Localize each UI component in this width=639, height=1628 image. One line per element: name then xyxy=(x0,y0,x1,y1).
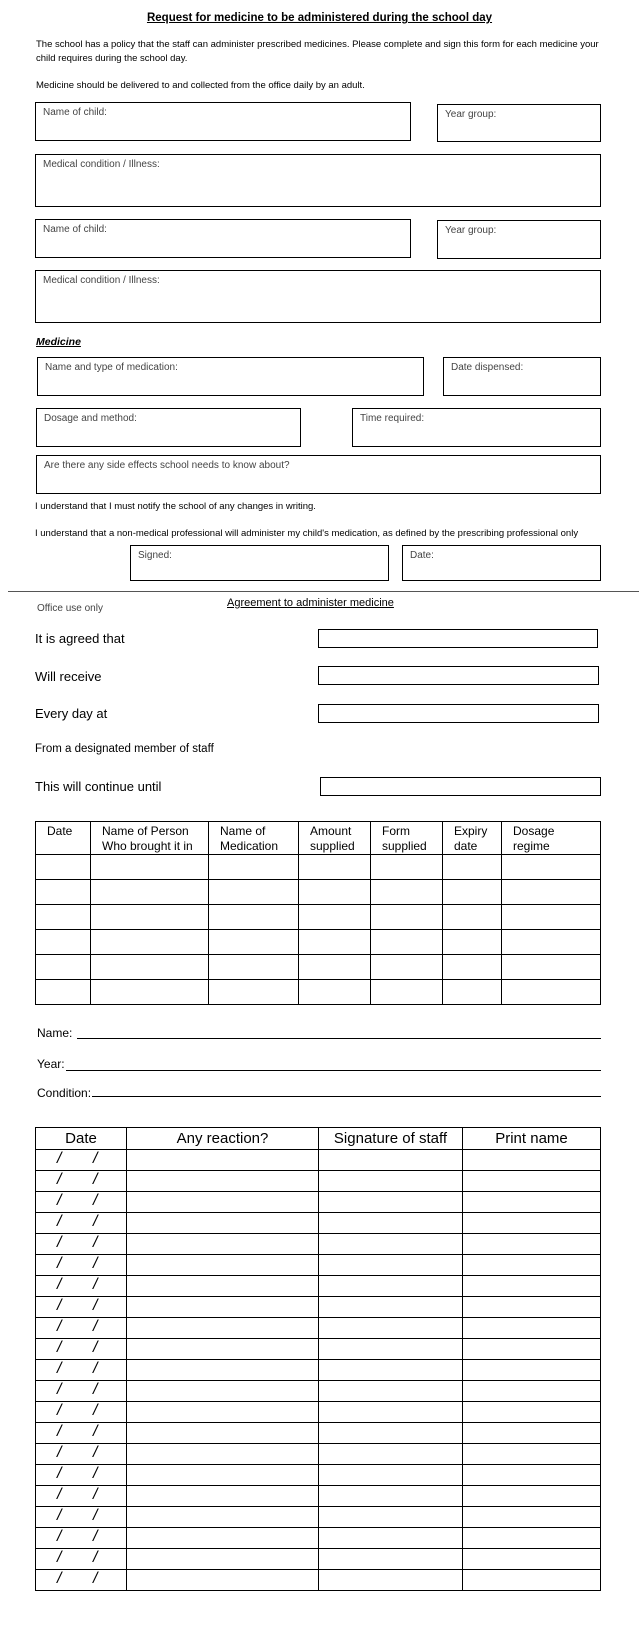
date-slash: / xyxy=(93,1234,98,1251)
log-cell[interactable] xyxy=(319,1234,463,1255)
supply-table xyxy=(35,821,601,1005)
dosage-label: Dosage and method: xyxy=(44,413,137,424)
table-cell[interactable] xyxy=(371,880,443,905)
log-date-cell[interactable] xyxy=(36,1360,127,1381)
log-row xyxy=(36,1339,601,1360)
nonmedical-text: I understand that a non-medical professional will administer my child's medication, as defined by the prescribing professional only xyxy=(35,528,579,539)
log-cell[interactable] xyxy=(127,1171,319,1192)
log-row xyxy=(36,1486,601,1507)
year-group-field-1[interactable] xyxy=(437,104,601,142)
log-row xyxy=(36,1465,601,1486)
child-name-label: Name of child: xyxy=(43,107,107,118)
log-date-cell[interactable] xyxy=(36,1150,127,1171)
log-row xyxy=(36,1297,601,1318)
table-cell[interactable] xyxy=(209,880,299,905)
table-cell[interactable] xyxy=(91,980,209,1005)
table-cell[interactable] xyxy=(36,880,91,905)
date-slash: / xyxy=(93,1150,98,1167)
date-slash: / xyxy=(93,1213,98,1230)
log-cell[interactable] xyxy=(127,1507,319,1528)
date-slash: / xyxy=(93,1549,98,1566)
date-slash: / xyxy=(93,1570,98,1587)
log-date-cell[interactable] xyxy=(36,1213,127,1234)
log-row xyxy=(36,1444,601,1465)
log-row xyxy=(36,1549,601,1570)
table-cell[interactable] xyxy=(299,880,371,905)
table-cell[interactable] xyxy=(91,930,209,955)
date-slash: / xyxy=(93,1255,98,1272)
date-slash: / xyxy=(93,1381,98,1398)
side-effects-label: Are there any side effects school needs to know about? xyxy=(44,460,290,471)
table-row xyxy=(36,980,601,1005)
office-use-label: Office use only xyxy=(37,603,103,614)
date-slash: / xyxy=(93,1171,98,1188)
log-date-cell[interactable] xyxy=(36,1549,127,1570)
log-cell[interactable] xyxy=(319,1570,463,1591)
log-cell[interactable] xyxy=(127,1213,319,1234)
table-cell[interactable] xyxy=(299,930,371,955)
log-date-cell[interactable] xyxy=(36,1486,127,1507)
time-required-label: Time required: xyxy=(360,413,425,424)
log-cell[interactable] xyxy=(463,1402,601,1423)
log-cell[interactable] xyxy=(127,1192,319,1213)
log-cell[interactable] xyxy=(463,1213,601,1234)
table-cell[interactable] xyxy=(91,905,209,930)
date-label: Date: xyxy=(410,550,434,561)
condition-field-1[interactable] xyxy=(35,154,601,207)
date-slash: / xyxy=(57,1150,62,1167)
date-slash: / xyxy=(57,1465,62,1482)
date-slash: / xyxy=(93,1507,98,1524)
log-date-cell[interactable] xyxy=(36,1444,127,1465)
log-date-cell[interactable] xyxy=(36,1276,127,1297)
col-log-date: Date xyxy=(36,1128,127,1150)
table-cell[interactable] xyxy=(36,905,91,930)
log-date-cell[interactable] xyxy=(36,1423,127,1444)
medicine-heading: Medicine xyxy=(36,336,81,348)
form-title: Request for medicine to be administered during the school day xyxy=(146,12,493,24)
log-cell[interactable] xyxy=(127,1444,319,1465)
col-expiry: Expiry date xyxy=(443,822,502,855)
table-cell[interactable] xyxy=(36,980,91,1005)
col-form: Form supplied xyxy=(371,822,443,855)
table-row xyxy=(36,855,601,880)
date-slash: / xyxy=(57,1423,62,1440)
date-slash: / xyxy=(93,1528,98,1545)
log-cell[interactable] xyxy=(319,1150,463,1171)
log-row xyxy=(36,1423,601,1444)
log-row xyxy=(36,1381,601,1402)
log-cell[interactable] xyxy=(319,1360,463,1381)
log-cell[interactable] xyxy=(127,1423,319,1444)
log-row xyxy=(36,1150,601,1171)
log-date-cell[interactable] xyxy=(36,1402,127,1423)
table-cell[interactable] xyxy=(36,955,91,980)
section-divider xyxy=(8,591,639,592)
log-row xyxy=(36,1360,601,1381)
col-reaction: Any reaction? xyxy=(127,1128,319,1150)
signed-field[interactable] xyxy=(130,545,389,581)
table-cell[interactable] xyxy=(36,855,91,880)
record-year-line[interactable] xyxy=(66,1057,601,1071)
log-cell[interactable] xyxy=(127,1528,319,1549)
record-year-label: Year: xyxy=(37,1057,65,1071)
date-slash: / xyxy=(57,1171,62,1188)
supply-table-header xyxy=(36,822,601,855)
col-amount: Amount supplied xyxy=(299,822,371,855)
log-cell[interactable] xyxy=(319,1276,463,1297)
log-row xyxy=(36,1171,601,1192)
log-date-cell[interactable] xyxy=(36,1570,127,1591)
date-slash: / xyxy=(57,1381,62,1398)
date-slash: / xyxy=(93,1339,98,1356)
log-row xyxy=(36,1234,601,1255)
log-cell[interactable] xyxy=(319,1297,463,1318)
log-cell[interactable] xyxy=(463,1276,601,1297)
log-cell[interactable] xyxy=(463,1360,601,1381)
condition-label: Medical condition / Illness: xyxy=(43,275,160,286)
log-row xyxy=(36,1213,601,1234)
date-dispensed-field[interactable] xyxy=(443,357,601,396)
table-cell[interactable] xyxy=(371,905,443,930)
agreed-field[interactable] xyxy=(318,629,598,648)
log-cell[interactable] xyxy=(127,1276,319,1297)
log-cell[interactable] xyxy=(127,1570,319,1591)
log-date-cell[interactable] xyxy=(36,1465,127,1486)
log-row xyxy=(36,1318,601,1339)
table-cell[interactable] xyxy=(502,955,601,980)
table-cell[interactable] xyxy=(209,930,299,955)
log-cell[interactable] xyxy=(463,1507,601,1528)
record-name-label: Name: xyxy=(37,1026,73,1040)
log-cell[interactable] xyxy=(463,1318,601,1339)
col-dosage: Dosage regime xyxy=(502,822,601,855)
table-cell[interactable] xyxy=(371,855,443,880)
table-row xyxy=(36,955,601,980)
log-row xyxy=(36,1402,601,1423)
log-date-cell[interactable] xyxy=(36,1297,127,1318)
condition-field-2[interactable] xyxy=(35,270,601,323)
table-cell[interactable] xyxy=(443,880,502,905)
agreed-label: It is agreed that xyxy=(35,631,125,646)
log-cell[interactable] xyxy=(463,1381,601,1402)
log-date-cell[interactable] xyxy=(36,1171,127,1192)
log-cell[interactable] xyxy=(127,1234,319,1255)
log-date-cell[interactable] xyxy=(36,1507,127,1528)
record-condition-line[interactable] xyxy=(92,1083,601,1097)
date-slash: / xyxy=(93,1318,98,1335)
log-cell[interactable] xyxy=(319,1171,463,1192)
log-row xyxy=(36,1507,601,1528)
date-slash: / xyxy=(57,1570,62,1587)
child-name-field-2[interactable] xyxy=(35,219,411,258)
log-table xyxy=(35,1127,601,1591)
agreement-title: Agreement to administer medicine xyxy=(227,597,394,609)
log-date-cell[interactable] xyxy=(36,1255,127,1276)
date-slash: / xyxy=(93,1297,98,1314)
log-date-cell[interactable] xyxy=(36,1234,127,1255)
table-cell[interactable] xyxy=(502,855,601,880)
table-cell[interactable] xyxy=(443,955,502,980)
col-medication: Name of Medication xyxy=(209,822,299,855)
year-group-field-2[interactable] xyxy=(437,220,601,259)
table-cell[interactable] xyxy=(299,980,371,1005)
date-field[interactable] xyxy=(402,545,601,581)
table-cell[interactable] xyxy=(299,955,371,980)
date-slash: / xyxy=(57,1402,62,1419)
date-slash: / xyxy=(93,1444,98,1461)
log-date-cell[interactable] xyxy=(36,1381,127,1402)
log-cell[interactable] xyxy=(127,1402,319,1423)
table-row xyxy=(36,930,601,955)
log-cell[interactable] xyxy=(127,1318,319,1339)
record-condition-label: Condition: xyxy=(37,1086,92,1100)
log-cell[interactable] xyxy=(463,1549,601,1570)
col-date: Date xyxy=(36,822,91,855)
date-slash: / xyxy=(93,1192,98,1209)
table-cell[interactable] xyxy=(209,855,299,880)
side-effects-field[interactable] xyxy=(36,455,601,494)
time-required-field[interactable] xyxy=(352,408,601,447)
receive-label: Will receive xyxy=(35,669,102,684)
table-cell[interactable] xyxy=(36,930,91,955)
date-slash: / xyxy=(57,1234,62,1251)
log-cell[interactable] xyxy=(319,1444,463,1465)
date-slash: / xyxy=(93,1360,98,1377)
table-cell[interactable] xyxy=(371,980,443,1005)
log-cell[interactable] xyxy=(463,1171,601,1192)
log-cell[interactable] xyxy=(319,1318,463,1339)
table-cell[interactable] xyxy=(443,855,502,880)
date-slash: / xyxy=(57,1444,62,1461)
log-cell[interactable] xyxy=(463,1339,601,1360)
table-cell[interactable] xyxy=(209,955,299,980)
log-row xyxy=(36,1276,601,1297)
log-cell[interactable] xyxy=(127,1549,319,1570)
continue-label: This will continue until xyxy=(35,779,162,794)
year-group-label: Year group: xyxy=(445,109,497,120)
log-cell[interactable] xyxy=(319,1381,463,1402)
date-slash: / xyxy=(57,1318,62,1335)
table-cell[interactable] xyxy=(91,855,209,880)
table-row xyxy=(36,880,601,905)
date-slash: / xyxy=(57,1276,62,1293)
notify-text: I understand that I must notify the school of any changes in writing. xyxy=(35,501,316,512)
log-cell[interactable] xyxy=(127,1150,319,1171)
log-cell[interactable] xyxy=(127,1381,319,1402)
table-cell[interactable] xyxy=(209,905,299,930)
log-cell[interactable] xyxy=(463,1465,601,1486)
log-cell[interactable] xyxy=(319,1402,463,1423)
table-cell[interactable] xyxy=(371,930,443,955)
record-name-line[interactable] xyxy=(77,1026,601,1039)
table-cell[interactable] xyxy=(502,980,601,1005)
intro-text: The school has a policy that the staff can administer prescribed medicines. Please complete and sign this form for each medicine your child requires during the school day. xyxy=(36,39,599,64)
log-cell[interactable] xyxy=(463,1150,601,1171)
log-cell[interactable] xyxy=(319,1549,463,1570)
date-slash: / xyxy=(57,1192,62,1209)
date-slash: / xyxy=(57,1297,62,1314)
table-cell[interactable] xyxy=(443,905,502,930)
table-cell[interactable] xyxy=(371,955,443,980)
log-date-cell[interactable] xyxy=(36,1192,127,1213)
date-slash: / xyxy=(57,1528,62,1545)
table-cell[interactable] xyxy=(299,855,371,880)
log-cell[interactable] xyxy=(463,1423,601,1444)
year-group-label: Year group: xyxy=(445,225,497,236)
table-cell[interactable] xyxy=(209,980,299,1005)
date-dispensed-label: Date dispensed: xyxy=(451,362,524,373)
date-slash: / xyxy=(57,1213,62,1230)
log-date-cell[interactable] xyxy=(36,1339,127,1360)
table-cell[interactable] xyxy=(299,905,371,930)
log-cell[interactable] xyxy=(319,1486,463,1507)
log-cell[interactable] xyxy=(463,1234,601,1255)
log-cell[interactable] xyxy=(127,1297,319,1318)
log-cell[interactable] xyxy=(319,1465,463,1486)
log-cell[interactable] xyxy=(319,1528,463,1549)
log-row xyxy=(36,1528,601,1549)
log-cell[interactable] xyxy=(463,1192,601,1213)
log-date-cell[interactable] xyxy=(36,1318,127,1339)
table-cell[interactable] xyxy=(502,930,601,955)
table-cell[interactable] xyxy=(91,955,209,980)
log-cell[interactable] xyxy=(319,1423,463,1444)
child-name-label: Name of child: xyxy=(43,224,107,235)
medication-name-label: Name and type of medication: xyxy=(45,362,178,373)
signed-label: Signed: xyxy=(138,550,172,561)
log-row xyxy=(36,1255,601,1276)
log-cell[interactable] xyxy=(127,1486,319,1507)
log-cell[interactable] xyxy=(319,1213,463,1234)
log-cell[interactable] xyxy=(463,1444,601,1465)
date-slash: / xyxy=(93,1465,98,1482)
log-row xyxy=(36,1192,601,1213)
date-slash: / xyxy=(57,1549,62,1566)
date-slash: / xyxy=(93,1486,98,1503)
log-cell[interactable] xyxy=(127,1465,319,1486)
table-cell[interactable] xyxy=(443,930,502,955)
log-table-header xyxy=(36,1128,601,1150)
dosage-field[interactable] xyxy=(36,408,301,447)
staff-text: From a designated member of staff xyxy=(35,743,214,755)
col-print-name: Print name xyxy=(463,1128,601,1150)
date-slash: / xyxy=(57,1339,62,1356)
date-slash: / xyxy=(57,1486,62,1503)
date-slash: / xyxy=(57,1360,62,1377)
condition-label: Medical condition / Illness: xyxy=(43,159,160,170)
log-cell[interactable] xyxy=(463,1528,601,1549)
every-day-field[interactable] xyxy=(318,704,599,723)
table-cell[interactable] xyxy=(443,980,502,1005)
date-slash: / xyxy=(57,1507,62,1524)
every-day-label: Every day at xyxy=(35,706,108,721)
log-date-cell[interactable] xyxy=(36,1528,127,1549)
receive-field[interactable] xyxy=(318,666,599,685)
log-cell[interactable] xyxy=(319,1339,463,1360)
log-cell[interactable] xyxy=(319,1255,463,1276)
log-row xyxy=(36,1570,601,1591)
table-cell[interactable] xyxy=(502,880,601,905)
table-row xyxy=(36,905,601,930)
delivery-note: Medicine should be delivered to and collected from the office daily by an adult. xyxy=(36,80,365,91)
date-slash: / xyxy=(93,1276,98,1293)
table-cell[interactable] xyxy=(502,905,601,930)
col-signature: Signature of staff xyxy=(319,1128,463,1150)
log-cell[interactable] xyxy=(463,1570,601,1591)
log-cell[interactable] xyxy=(127,1255,319,1276)
log-cell[interactable] xyxy=(319,1192,463,1213)
child-name-field-1[interactable] xyxy=(35,102,411,141)
date-slash: / xyxy=(93,1423,98,1440)
log-cell[interactable] xyxy=(463,1255,601,1276)
date-slash: / xyxy=(93,1402,98,1419)
col-person: Name of Person Who brought it in xyxy=(91,822,209,855)
log-cell[interactable] xyxy=(463,1297,601,1318)
log-cell[interactable] xyxy=(127,1339,319,1360)
log-cell[interactable] xyxy=(319,1507,463,1528)
log-cell[interactable] xyxy=(127,1360,319,1381)
log-cell[interactable] xyxy=(463,1486,601,1507)
medication-name-field[interactable] xyxy=(37,357,424,396)
continue-field[interactable] xyxy=(320,777,601,796)
table-cell[interactable] xyxy=(91,880,209,905)
date-slash: / xyxy=(57,1255,62,1272)
